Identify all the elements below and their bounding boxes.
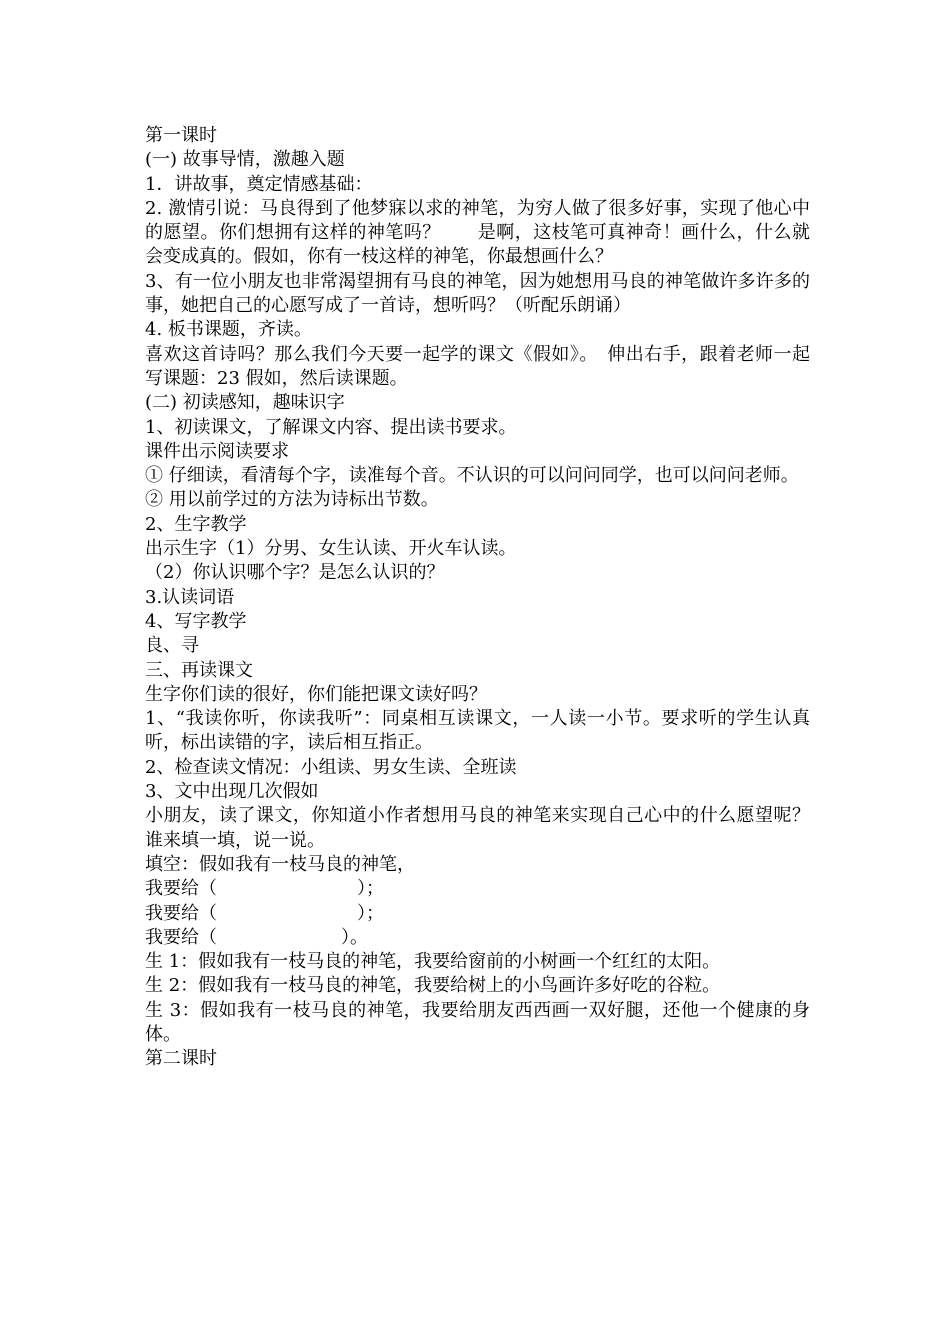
fill-in-line-3 [145,926,810,950]
step-2-intro: 2. 激情引说：马良得到了他梦寐以求的神笔，为穷人做了很多好事，实现了他心中的愿望。你们想拥有这样的神笔吗？ 是啊，这枝笔可真神奇！画什么，什么就会变成真的。假如，你有一枝这样的神笔，你最想画什么？ [145,197,810,268]
lesson-two-heading: 第二课时 [145,1048,217,1070]
step-4-title: 4. 板书课题，齐读。 [145,319,312,341]
writing-characters: 良、寻 [145,635,199,657]
document-page [145,124,810,1072]
new-characters-step-1: 出示生字（1）分男、女生认读、开火车认读。 [145,538,517,560]
section-one-heading: (一) 故事导情，激趣入题 [145,149,345,171]
student-answer-3: 生 3：假如我有一枝马良的神笔，我要给朋友西西画一双好腿，还他一个健康的身体。 [145,999,810,1045]
requirement-1: ① 仔细读，看清每个字，读准每个音。不认识的可以问问同学，也可以问问老师。 [145,465,799,487]
wish-question: 小朋友，读了课文，你知道小作者想用马良的神笔来实现自己心中的什么愿望呢？谁来填一填，说一说。 [145,805,810,851]
section-three-heading: 三、再读课文 [145,659,253,681]
section-two-heading: (二) 初读感知，趣味识字 [145,392,345,414]
new-characters-heading: 2、生字教学 [145,513,247,535]
fill-in-line-2 [145,902,810,926]
fill-in-prefix: 我要给（ [145,902,217,924]
word-reading: 3.认读词语 [145,586,235,608]
step-1-story: 1．讲故事，奠定情感基础： [145,173,373,195]
reread-step-2: 2、检查读文情况：小组读、男女生读、全班读 [145,756,517,778]
fill-in-heading: 填空：假如我有一枝马良的神笔， [145,853,415,875]
reread-step-1: 1、“我读你听，你读我听”：同桌相互读课文，一人读一小节。要求听的学生认真听，标出读错的字，读后相互指正。 [145,708,810,754]
fill-in-suffix: ）； [357,902,384,924]
student-answer-1: 生 1：假如我有一枝马良的神笔，我要给窗前的小树画一个红红的太阳。 [145,951,721,973]
fill-in-prefix: 我要给（ [145,878,217,900]
first-reading: 1、初读课文，了解课文内容、提出读书要求。 [145,416,517,438]
student-answer-2: 生 2：假如我有一枝马良的神笔，我要给树上的小鸟画许多好吃的谷粒。 [145,975,721,997]
fill-in-line-1 [145,877,810,901]
step-3-poem: 3、有一位小朋友也非常渴望拥有马良的神笔，因为她想用马良的神笔做许多许多的事，她把自己的心愿写成了一首诗，想听吗？（听配乐朗诵） [145,270,810,317]
writing-heading: 4、写字教学 [145,610,247,632]
poem-intro-paragraph: 喜欢这首诗吗？那么我们今天要一起学的课文《假如》。 伸出右手，跟着老师一起写课题：23 假如，然后读课题。 [145,343,810,389]
reread-step-3: 3、文中出现几次假如 [145,781,319,803]
reading-requirements-heading: 课件出示阅读要求 [145,440,289,462]
reread-intro: 生字你们读的很好，你们能把课文读好吗？ [145,683,487,705]
lesson-one-heading: 第一课时 [145,125,217,146]
fill-in-suffix: ）； [357,878,384,900]
fill-in-suffix: ）。 [341,926,368,948]
requirement-2: ② 用以前学过的方法为诗标出节数。 [145,489,439,511]
fill-in-prefix: 我要给（ [145,926,217,948]
new-characters-step-2: （2）你认识哪个字？是怎么认识的？ [145,562,445,584]
